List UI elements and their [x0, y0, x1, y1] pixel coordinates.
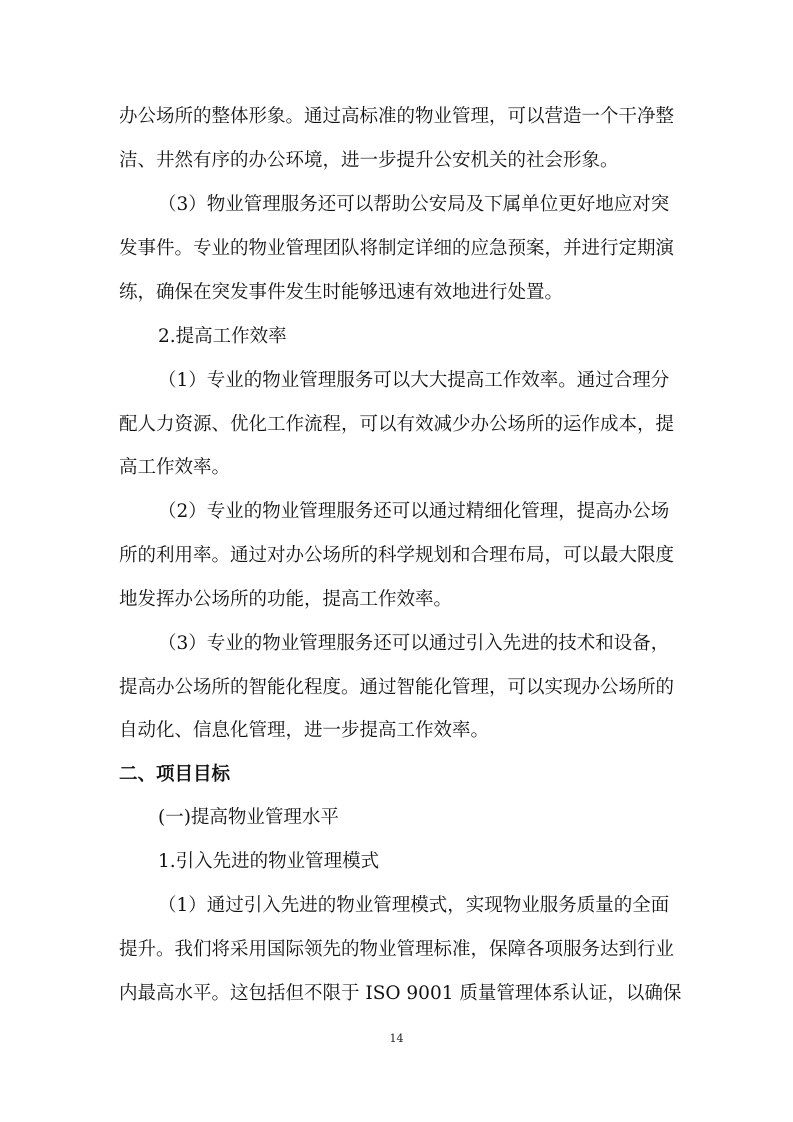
paragraph-line: 内最高水平。这包括但不限于 ISO 9001 质量管理体系认证，以确保	[119, 983, 682, 1004]
paragraph-line: 洁、井然有序的办公环境，进一步提升公安机关的社会形象。	[119, 150, 619, 171]
subsection-heading: (一)提高物业管理水平	[158, 807, 339, 828]
paragraph-line: 自动化、信息化管理，进一步提高工作效率。	[119, 720, 490, 741]
paragraph-line: 发事件。专业的物业管理团队将制定详细的应急预案，并进行定期演	[119, 238, 675, 259]
paragraph-line: （3）物业管理服务还可以帮助公安局及下属单位更好地应对突	[158, 194, 670, 215]
section-heading: 二、项目目标	[119, 764, 231, 785]
paragraph-line: 提高办公场所的智能化程度。通过智能化管理，可以实现办公场所的	[119, 677, 675, 698]
paragraph-line: 办公场所的整体形象。通过高标准的物业管理，可以营造一个干净整	[119, 106, 675, 127]
paragraph-line: 高工作效率。	[119, 457, 231, 478]
page-number: 14	[389, 1032, 404, 1045]
paragraph-line: 所的利用率。通过对办公场所的科学规划和合理布局，可以最大限度	[119, 545, 675, 566]
subheading: 2.提高工作效率	[158, 326, 287, 347]
paragraph-line: （2）专业的物业管理服务还可以通过精细化管理，提高办公场	[158, 501, 670, 522]
paragraph-line: （1）专业的物业管理服务可以大大提高工作效率。通过合理分	[158, 370, 670, 391]
paragraph-line: 地发挥办公场所的功能，提高工作效率。	[119, 589, 453, 610]
paragraph-line: （3）专业的物业管理服务还可以通过引入先进的技术和设备，	[158, 633, 670, 654]
paragraph-line: 提升。我们将采用国际领先的物业管理标准，保障各项服务达到行业	[119, 939, 675, 960]
paragraph-line: （1）通过引入先进的物业管理模式，实现物业服务质量的全面	[158, 895, 670, 916]
paragraph-line: 配人力资源、优化工作流程，可以有效减少办公场所的运作成本，提	[119, 414, 675, 435]
paragraph-line: 练，确保在突发事件发生时能够迅速有效地进行处置。	[119, 282, 564, 303]
subheading: 1.引入先进的物业管理模式	[158, 851, 380, 872]
